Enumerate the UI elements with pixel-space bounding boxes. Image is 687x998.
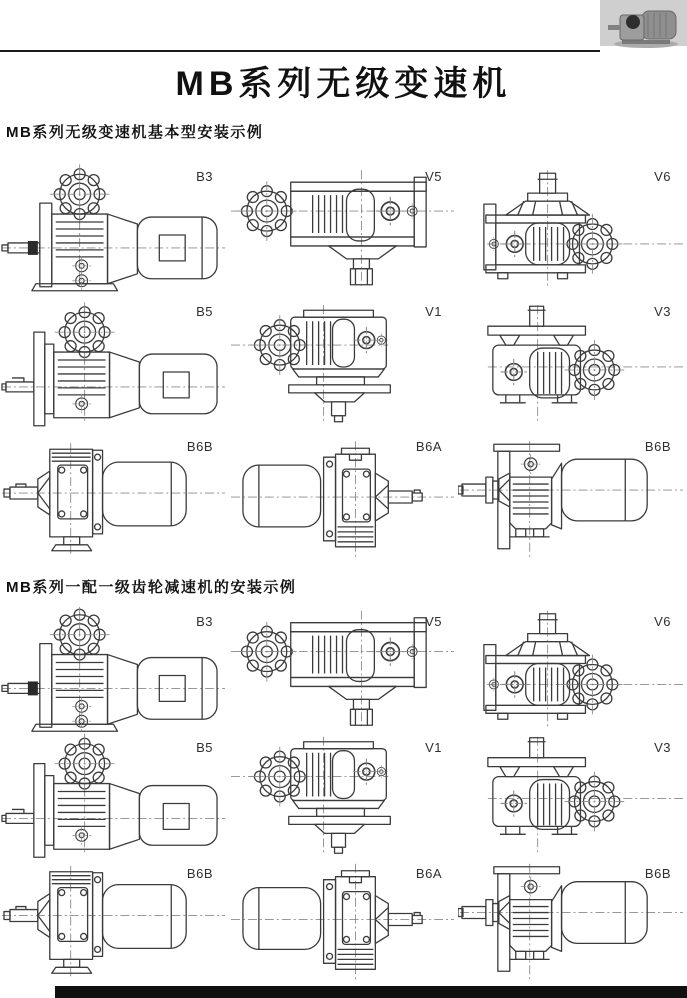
drawing-cell-b6a-geared bbox=[229, 859, 458, 985]
drawing-cell-b6a-basic bbox=[229, 432, 458, 567]
mounting-code-label: V5 bbox=[425, 169, 442, 184]
technical-drawing-b3 bbox=[0, 162, 229, 297]
mounting-code-label: V1 bbox=[425, 304, 442, 319]
section-heading-geared: MB系列一配一级齿轮减速机的安装示例 bbox=[6, 579, 297, 596]
mounting-code-label: V1 bbox=[425, 740, 442, 755]
mounting-code-label: B6A bbox=[415, 866, 442, 881]
mounting-code-label: B6B bbox=[186, 866, 213, 881]
header-rule bbox=[0, 50, 687, 52]
drawing-cell-b3-basic bbox=[0, 162, 229, 297]
technical-drawing-v1 bbox=[229, 297, 458, 432]
drawing-cell-v1-basic bbox=[229, 297, 458, 432]
mounting-code-label: B5 bbox=[196, 304, 213, 319]
section-heading-basic: MB系列无级变速机基本型安装示例 bbox=[6, 124, 264, 141]
drawing-cell-b5-basic bbox=[0, 297, 229, 432]
drawing-cell-b6b-right-geared bbox=[458, 859, 687, 985]
drawing-grid-geared bbox=[0, 607, 687, 985]
footer-bar bbox=[55, 986, 687, 998]
technical-drawing-v1 bbox=[229, 733, 458, 859]
drawing-cell-v5-basic bbox=[229, 162, 458, 297]
technical-drawing-b5 bbox=[0, 297, 229, 432]
technical-drawing-v3 bbox=[458, 733, 687, 859]
mounting-code-label: B3 bbox=[196, 169, 213, 184]
mounting-code-label: V6 bbox=[654, 169, 671, 184]
mounting-code-label: V6 bbox=[654, 614, 671, 629]
drawing-cell-v3-geared bbox=[458, 733, 687, 859]
drawing-cell-b6b-right-basic bbox=[458, 432, 687, 567]
drawing-cell-v6-geared bbox=[458, 607, 687, 733]
mounting-code-label: V3 bbox=[654, 304, 671, 319]
drawing-cell-v5-geared bbox=[229, 607, 458, 733]
technical-drawing-v6 bbox=[458, 607, 687, 733]
mounting-code-label: B5 bbox=[196, 740, 213, 755]
drawing-cell-v3-basic bbox=[458, 297, 687, 432]
mounting-code-label: B6A bbox=[415, 439, 442, 454]
drawing-cell-b6b-left-geared bbox=[0, 859, 229, 985]
mounting-code-label: B6B bbox=[644, 439, 671, 454]
technical-drawing-v3 bbox=[458, 297, 687, 432]
mounting-code-label: B6B bbox=[186, 439, 213, 454]
page-title: MB系列无级变速机 bbox=[175, 65, 512, 103]
mounting-code-label: V5 bbox=[425, 614, 442, 629]
drawing-cell-b3-geared bbox=[0, 607, 229, 733]
drawing-cell-b5-geared bbox=[0, 733, 229, 859]
technical-drawing-v6 bbox=[458, 162, 687, 297]
technical-drawing-v5 bbox=[229, 162, 458, 297]
technical-drawing-v5 bbox=[229, 607, 458, 733]
drawing-cell-v6-basic bbox=[458, 162, 687, 297]
mounting-code-label: B3 bbox=[196, 614, 213, 629]
drawing-cell-b6b-left-basic bbox=[0, 432, 229, 567]
mounting-code-label: V3 bbox=[654, 740, 671, 755]
drawing-grid-basic bbox=[0, 162, 687, 567]
technical-drawing-b3 bbox=[0, 607, 229, 733]
drawing-cell-v1-geared bbox=[229, 733, 458, 859]
mounting-code-label: B6B bbox=[644, 866, 671, 881]
technical-drawing-b5 bbox=[0, 733, 229, 859]
gear-motor-photo bbox=[600, 0, 687, 57]
